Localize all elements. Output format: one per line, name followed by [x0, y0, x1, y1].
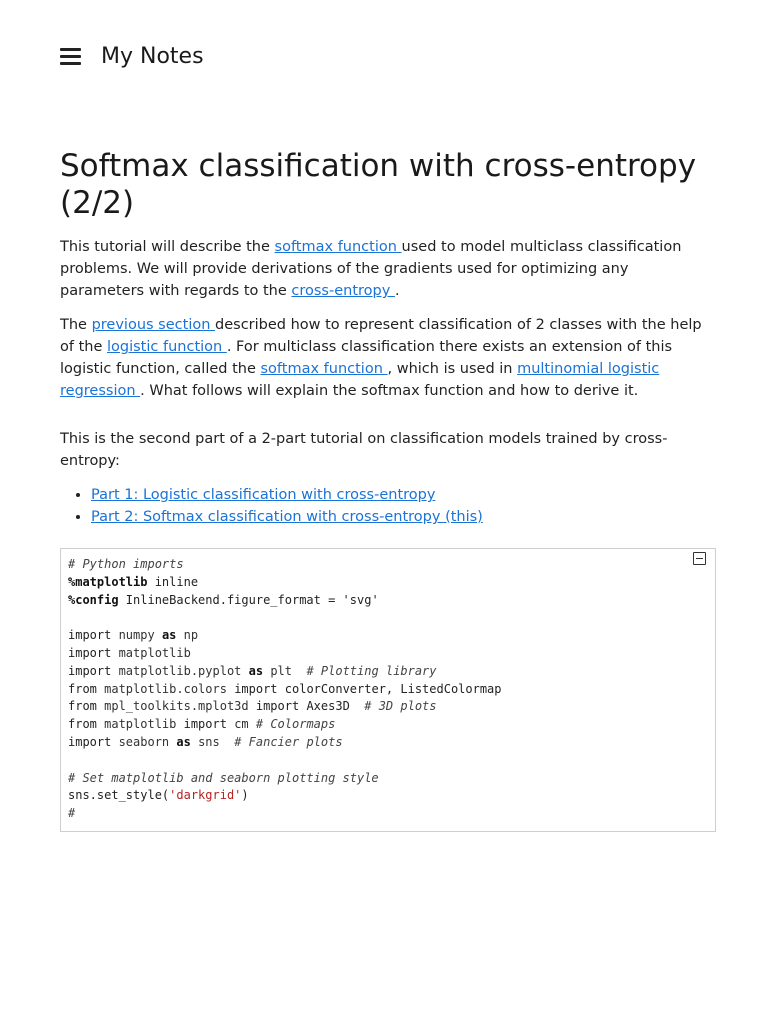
- text: used to model multiclass classification problems. We will provide derivations of the gradients used for optimizing any parameters with regards to the: [60, 239, 682, 299]
- code-text: matplotlib: [111, 645, 191, 660]
- code-cell[interactable]: [60, 548, 716, 832]
- code-keyword: %config: [68, 592, 119, 607]
- code-keyword: from: [68, 717, 97, 732]
- text: described how to represent classification of 2 classes with the help of the: [60, 317, 702, 355]
- collapse-icon[interactable]: [693, 552, 706, 565]
- code-comment: # Python imports: [68, 557, 184, 571]
- code-keyword: import: [68, 663, 112, 678]
- part-1-link[interactable]: Part 1: Logistic classification with cross-entropy: [91, 487, 436, 503]
- softmax-function-link[interactable]: softmax function: [274, 239, 402, 255]
- text: .: [394, 283, 400, 299]
- code-keyword: %matplotlib: [68, 574, 148, 589]
- code-text: sns: [190, 734, 235, 749]
- code-string: 'darkgrid': [169, 788, 242, 803]
- code-keyword: import: [255, 699, 300, 714]
- code-comment: # Fancier plots: [234, 734, 343, 749]
- page-title: Softmax classification with cross-entropy (2/2): [60, 148, 697, 221]
- code-text: ): [241, 788, 249, 803]
- series-paragraph: This is the second part of a 2-part tutorial on classification models trained by cross-entropy:: [60, 431, 668, 469]
- code-keyword: import: [68, 645, 112, 660]
- code-text: colorConverter, ListedColormap: [277, 681, 502, 696]
- code-keyword: import: [183, 717, 227, 732]
- list-item: [91, 484, 716, 506]
- previous-section-link[interactable]: previous section: [91, 317, 216, 333]
- code-keyword: import: [234, 681, 278, 696]
- text: , which is used in: [387, 361, 518, 377]
- code-text: seaborn: [111, 734, 177, 749]
- code-keyword: as: [248, 663, 264, 678]
- code-keyword: from: [68, 681, 97, 696]
- code-keyword: import: [68, 734, 112, 749]
- intro-paragraph: [60, 236, 716, 302]
- code-comment: # 3D plots: [364, 699, 437, 714]
- hamburger-menu-icon[interactable]: [60, 48, 81, 65]
- text: . For multiclass classification there exists an extension of this logistic function, called the: [60, 339, 673, 377]
- code-keyword: import: [68, 628, 112, 643]
- code-keyword: from: [68, 699, 97, 714]
- code-text: mpl_toolkits.mplot3d: [96, 699, 256, 714]
- softmax-function-link-2[interactable]: softmax function: [260, 361, 388, 377]
- list-item: [91, 506, 716, 528]
- code-text: sns.set_style(: [68, 788, 170, 803]
- code-comment: # Set matplotlib and seaborn plotting style: [68, 770, 379, 785]
- code-keyword: as: [161, 628, 177, 643]
- code-text: matplotlib: [96, 717, 184, 732]
- code-text: numpy: [111, 628, 162, 643]
- code-text: plt: [263, 663, 307, 678]
- site-title[interactable]: My Notes: [101, 44, 204, 69]
- series-list: [60, 484, 716, 528]
- logistic-function-link[interactable]: logistic function: [107, 339, 227, 355]
- code-text: matplotlib.pyplot: [111, 663, 249, 678]
- text: . What follows will explain the softmax function and how to derive it.: [140, 383, 639, 399]
- code-block: [68, 556, 707, 823]
- code-keyword: as: [176, 734, 191, 749]
- text: The: [60, 317, 92, 333]
- code-text: cm: [226, 717, 256, 732]
- code-text: InlineBackend.figure_format = 'svg': [118, 592, 379, 607]
- multinomial-logistic-regression-link[interactable]: multinomial logistic regression: [60, 361, 660, 399]
- code-comment: # Colormaps: [255, 717, 336, 732]
- code-text: Axes3D: [299, 699, 365, 714]
- cross-entropy-link[interactable]: cross-entropy: [291, 283, 395, 299]
- code-text: np: [176, 628, 199, 643]
- text: This tutorial will describe the: [60, 239, 275, 255]
- context-paragraph: [60, 314, 716, 402]
- site-header: [60, 44, 204, 69]
- article: [60, 148, 716, 832]
- code-text: matplotlib.colors: [96, 681, 235, 696]
- code-text: inline: [147, 574, 199, 589]
- code-comment: # Plotting library: [306, 663, 437, 678]
- code-comment: #: [68, 806, 76, 821]
- part-2-link[interactable]: Part 2: Softmax classification with cross-entropy (this): [91, 509, 483, 525]
